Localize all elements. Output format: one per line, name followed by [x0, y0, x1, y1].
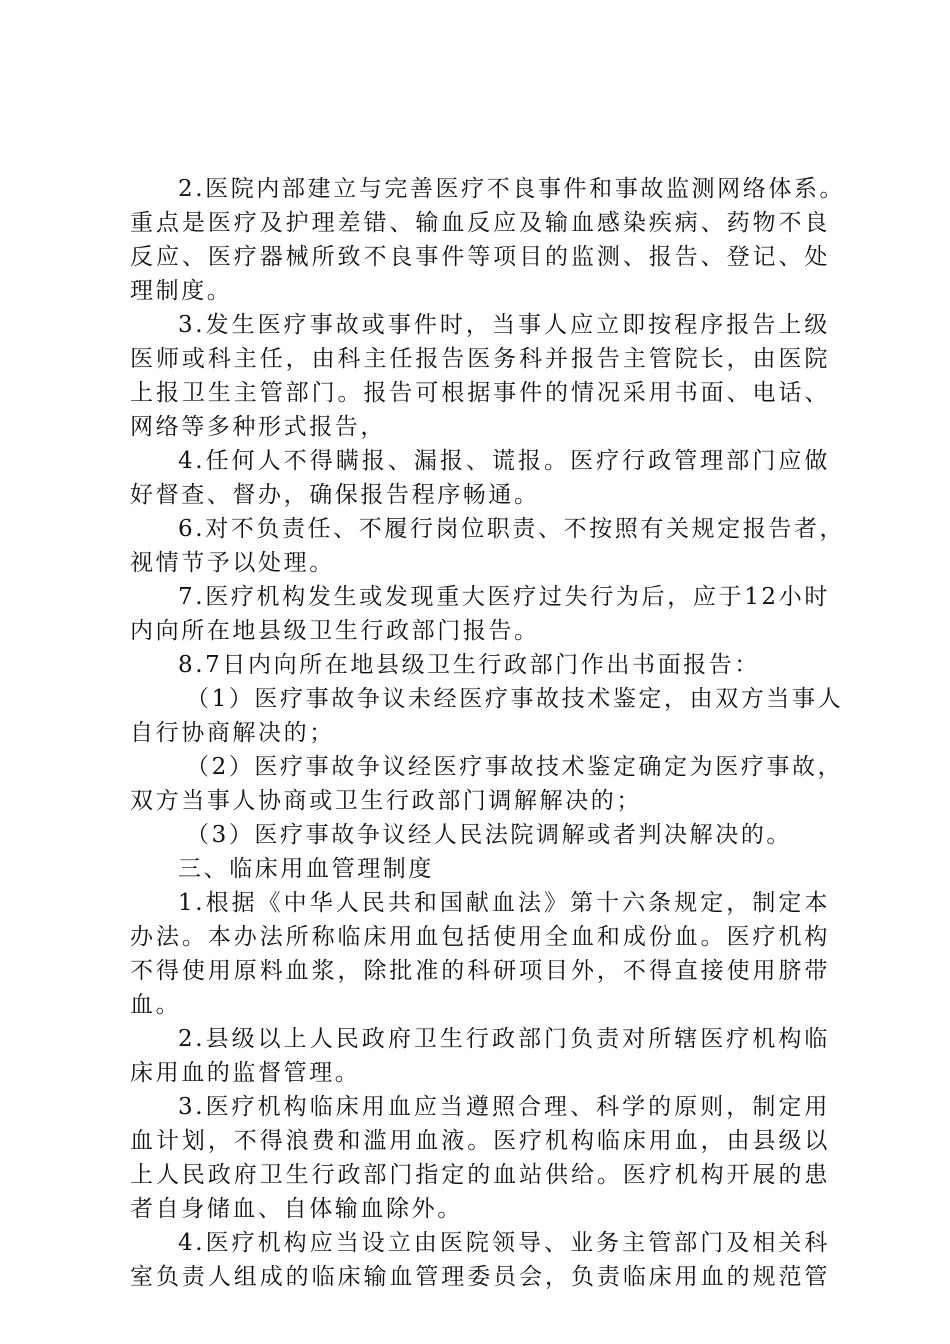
paragraph-line: 网络等多种形式报告， [130, 414, 386, 440]
paragraph-line: 3.发生医疗事故或事件时，当事人应立即按程序报告上级 [178, 312, 830, 338]
paragraph-line: （1）医疗事故争议未经医疗事故技术鉴定，由双方当事人 [186, 686, 844, 712]
paragraph-line: 医师或科主任，由科主任报告医务科并报告主管院长，由医院 [130, 346, 830, 372]
section-heading: 三、临床用血管理制度 [178, 856, 434, 882]
paragraph-line: 上报卫生主管部门。报告可根据事件的情况采用书面、电话、 [130, 380, 830, 406]
paragraph-line: 自行协商解决的； [130, 720, 335, 746]
paragraph-line: 血。 [130, 992, 182, 1018]
paragraph-line: 8.7日内向所在地县级卫生行政部门作出书面报告： [178, 652, 760, 678]
paragraph-line: 者自身储血、自体输血除外。 [130, 1196, 463, 1222]
paragraph-line: 室负责人组成的临床输血管理委员会，负责临床用血的规范管 [130, 1264, 830, 1290]
paragraph-line: 6.对不负责任、不履行岗位职责、不按照有关规定报告者， [178, 516, 846, 542]
document-body [130, 172, 846, 1294]
paragraph-line: 不得使用原料血浆，除批准的科研项目外，不得直接使用脐带 [130, 958, 830, 984]
paragraph-line: 7.医疗机构发生或发现重大医疗过失行为后，应于12小时 [178, 584, 830, 610]
paragraph-line: 4.医疗机构应当设立由医院领导、业务主管部门及相关科 [178, 1230, 830, 1256]
paragraph-line: （2）医疗事故争议经医疗事故技术鉴定确定为医疗事故， [186, 754, 844, 780]
paragraph-line: 好督查、督办，确保报告程序畅通。 [130, 482, 540, 508]
paragraph-line: 3.医疗机构临床用血应当遵照合理、科学的原则，制定用 [178, 1094, 830, 1120]
paragraph-line: 1.根据《中华人民共和国献血法》第十六条规定，制定本 [178, 890, 830, 916]
paragraph-line: 4.任何人不得瞒报、漏报、谎报。医疗行政管理部门应做 [178, 448, 830, 474]
paragraph-line: 理制度。 [130, 278, 233, 304]
paragraph-line: 反应、医疗器械所致不良事件等项目的监测、报告、登记、处 [130, 244, 830, 270]
paragraph-line: 床用血的监督管理。 [130, 1060, 361, 1086]
paragraph-line: 2.医院内部建立与完善医疗不良事件和事故监测网络体系。 [178, 176, 846, 202]
paragraph-line: 视情节予以处理。 [130, 550, 335, 576]
paragraph-line: 内向所在地县级卫生行政部门报告。 [130, 618, 540, 644]
paragraph-line: 血计划，不得浪费和滥用血液。医疗机构临床用血，由县级以 [130, 1128, 830, 1154]
paragraph-line: 办法。本办法所称临床用血包括使用全血和成份血。医疗机构 [130, 924, 830, 950]
paragraph-line: 2.县级以上人民政府卫生行政部门负责对所辖医疗机构临 [178, 1026, 830, 1052]
paragraph-line: （3）医疗事故争议经人民法院调解或者判决解决的。 [186, 822, 793, 848]
paragraph-line: 重点是医疗及护理差错、输血反应及输血感染疾病、药物不良 [130, 210, 830, 236]
paragraph-line: 双方当事人协商或卫生行政部门调解解决的； [130, 788, 642, 814]
paragraph-line: 上人民政府卫生行政部门指定的血站供给。医疗机构开展的患 [130, 1162, 830, 1188]
